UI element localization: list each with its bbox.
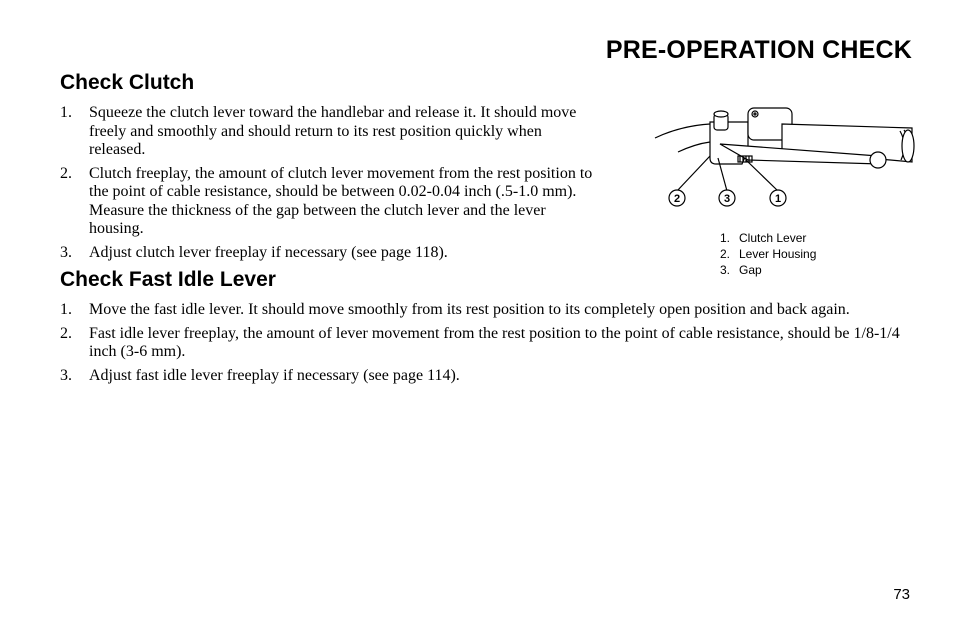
legend-item — [720, 262, 816, 278]
legend-number: 1. — [720, 231, 731, 245]
clutch-lever-drawing — [650, 100, 920, 220]
page-title: PRE-OPERATION CHECK — [605, 36, 912, 64]
legend-number: 3. — [720, 263, 731, 277]
step-number: 2. — [60, 324, 72, 342]
step-number: 2. — [60, 164, 72, 182]
page-number: 73 — [893, 586, 910, 603]
legend-label: Clutch Lever — [739, 231, 807, 245]
figure-legend — [720, 230, 816, 278]
step-text: Move the fast idle lever. It should move smoothly from its rest position to its completely open position and back again. — [89, 301, 850, 318]
step-text: Fast idle lever freeplay, the amount of lever movement from the rest position to the point of cable resistance, should be 1/8-1/4 inch (3-6 mm). — [89, 324, 900, 360]
legend-item — [720, 246, 816, 262]
legend-item — [720, 230, 816, 246]
list-item — [60, 165, 600, 239]
callout-1 — [770, 190, 786, 206]
step-text: Clutch freeplay, the amount of clutch lever movement from the rest position to the point of cable resistance, should be between 0.02-0.04 inch (.5-1.0 mm). Measure the thickness of the gap between the clutch lever and the lever housing. — [89, 164, 593, 237]
list-item — [60, 244, 600, 263]
legend-number: 2. — [720, 247, 731, 261]
clutch-steps-list — [60, 104, 600, 267]
legend-label: Lever Housing — [739, 247, 817, 261]
step-text: Adjust fast idle lever freeplay if necessary (see page 114). — [89, 366, 460, 384]
step-text: Adjust clutch lever freeplay if necessary (see page 118). — [89, 243, 448, 261]
step-number: 3. — [60, 366, 72, 384]
section-heading-check-fast-idle-lever: Check Fast Idle Lever — [60, 268, 276, 291]
step-number: 1. — [60, 301, 72, 318]
section-heading-check-clutch: Check Clutch — [60, 71, 195, 94]
step-text: Squeeze the clutch lever toward the handlebar and release it. It should move freely and smoothly and should return to its rest position quickly when released. — [89, 104, 577, 158]
list-item — [60, 325, 900, 362]
step-number: 3. — [60, 243, 72, 261]
list-item — [60, 367, 900, 386]
callout-label: 3 — [723, 193, 731, 205]
callout-label: 1 — [774, 193, 782, 205]
callout-3 — [719, 190, 735, 206]
callout-label: 2 — [673, 193, 681, 205]
step-number: 1. — [60, 104, 72, 121]
list-item — [60, 104, 600, 160]
callout-2 — [669, 190, 685, 206]
list-item — [60, 301, 900, 320]
legend-label: Gap — [739, 263, 762, 277]
clutch-lever-illustration — [650, 100, 920, 220]
fast-idle-steps-list — [60, 301, 900, 390]
